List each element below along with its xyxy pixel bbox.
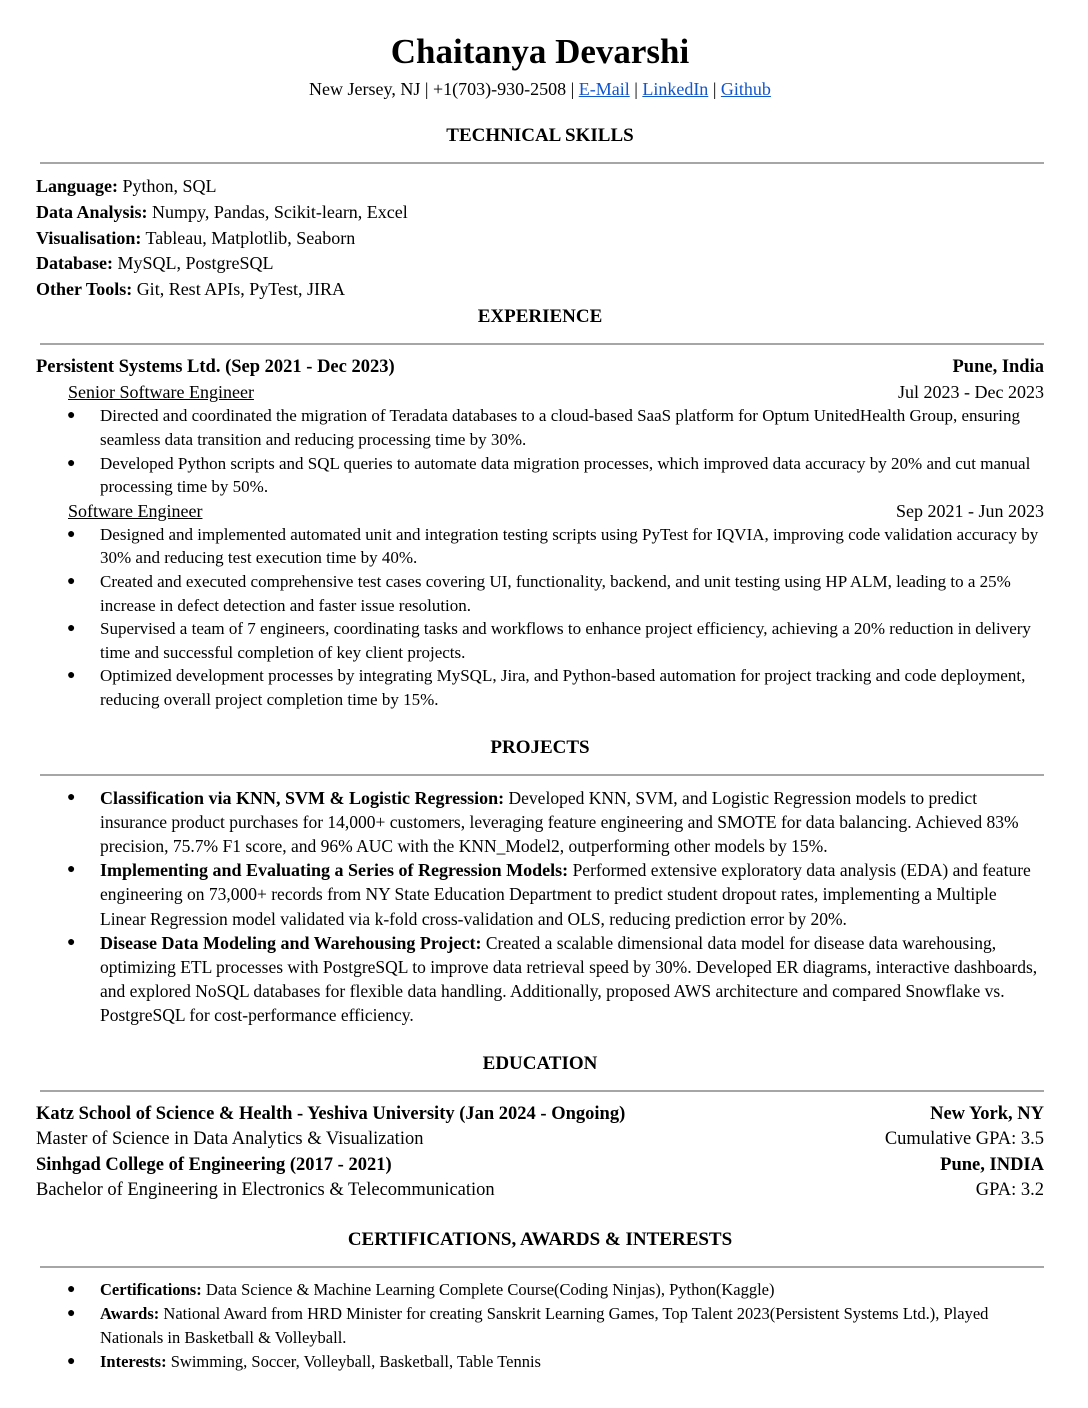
role-bullets xyxy=(36,404,1044,498)
experience-section xyxy=(36,305,1044,712)
certifications-section xyxy=(36,1228,1044,1374)
section-divider xyxy=(40,1090,1044,1092)
bullet-icon: ● xyxy=(67,668,76,684)
section-divider xyxy=(40,343,1044,345)
skills-title: TECHNICAL SKILLS xyxy=(446,125,634,146)
skill-value: Tableau, Matplotlib, Seaborn xyxy=(145,227,356,248)
project-text: Developed KNN, SVM, and Logistic Regression models to predict insurance product purchases for 14,000+ customers, leveraging feature engineering and SMOTE for data balancing. Achieved 83% precision, 75.7% F1 score, and 96% AUC with the KNN_Model2, outperforming other models by 15%. xyxy=(100,787,1019,857)
bullet-icon: ● xyxy=(67,455,76,471)
list-item xyxy=(36,523,1044,570)
bullet-text: Directed and coordinated the migration of Teradata databases to a cloud-based SaaS platform for Optum UnitedHealth Group, ensuring seamless data transition and reducing processing time by 30%. xyxy=(100,406,1020,450)
list-item xyxy=(36,786,1044,859)
email-link[interactable]: E-Mail xyxy=(578,79,630,99)
skill-label: Other Tools: xyxy=(36,279,133,300)
project-name: Implementing and Evaluating a Series of Regression Models: xyxy=(100,860,569,881)
list-item xyxy=(36,404,1044,451)
skill-value: Python, SQL xyxy=(122,176,217,196)
section-divider xyxy=(40,774,1044,776)
project-text: Performed extensive exploratory data analysis (EDA) and feature engineering on 73,000+ records from NY State Education Department to predict student dropout rates, implementing a Multiple Linear Regression model validated via k-fold cross-validation and OLS, reducing prediction error by 20%. xyxy=(100,860,1031,929)
bullet-icon: ● xyxy=(67,526,76,542)
list-item xyxy=(36,617,1044,664)
experience-title: EXPERIENCE xyxy=(477,305,603,327)
project-text: Created a scalable dimensional data model for disease data warehousing, optimizing ETL processes with PostgreSQL to improve data retrieval speed by 30%. Developed ER diagrams, interactive dashboards, and explored NoSQL databases for flexible data handling. Additionally, proposed AWS architecture and compared Snowflake vs. PostgreSQL for cost-performance efficiency. xyxy=(100,932,1038,1026)
projects-section xyxy=(36,736,1044,1028)
bullet-icon: ● xyxy=(67,621,76,637)
skill-value: Git, Rest APIs, PyTest, JIRA xyxy=(136,279,345,300)
bullet-text: Created and executed comprehensive test cases covering UI, functionality, backend, and unit testing using HP ALM, leading to a 25% increase in defect detection and faster issue resolution. xyxy=(100,572,1011,615)
list-item xyxy=(36,858,1044,931)
list-item xyxy=(36,452,1044,499)
role-row xyxy=(36,380,1044,404)
skill-line xyxy=(36,200,1044,226)
school-location: New York, NY xyxy=(930,1103,1044,1124)
list-item xyxy=(36,1278,1044,1302)
bullet-icon: ● xyxy=(67,934,76,950)
skill-value: MySQL, PostgreSQL xyxy=(117,253,274,274)
bullet-icon: ● xyxy=(67,408,76,424)
education-section xyxy=(36,1052,1044,1204)
skill-value: Numpy, Pandas, Scikit-learn, Excel xyxy=(152,201,408,222)
school-row xyxy=(36,1153,1044,1179)
certifications-title: CERTIFICATIONS, AWARDS & INTERESTS xyxy=(347,1228,733,1250)
section-divider xyxy=(40,1266,1044,1268)
skill-line xyxy=(36,174,1044,200)
list-item xyxy=(36,570,1044,617)
list-item xyxy=(36,664,1044,711)
cert-label: Interests: xyxy=(100,1351,167,1371)
linkedin-link[interactable]: LinkedIn xyxy=(642,79,709,99)
project-name: Disease Data Modeling and Warehousing Project: xyxy=(100,932,482,953)
list-item xyxy=(36,1350,1044,1374)
phone-text: +1(703)-930-2508 xyxy=(432,79,567,99)
project-list xyxy=(36,786,1044,1028)
skill-line xyxy=(36,277,1044,303)
gpa-text: Cumulative GPA: 3.5 xyxy=(884,1129,1044,1150)
candidate-name: Chaitanya Devarshi xyxy=(390,32,690,71)
degree-row xyxy=(36,1178,1044,1204)
bullet-icon: ● xyxy=(67,574,76,590)
company-row xyxy=(36,355,1044,381)
role-bullets xyxy=(36,523,1044,712)
school-name: Sinhgad College of Engineering (2017 - 2021) xyxy=(36,1154,392,1175)
bullet-icon: ● xyxy=(67,862,76,878)
skill-label: Data Analysis: xyxy=(36,201,148,222)
project-name: Classification via KNN, SVM & Logistic Regression: xyxy=(100,787,505,808)
bullet-text: Designed and implemented automated unit and integration testing scripts using PyTest for IQVIA, improving code validation accuracy by 30% and reducing test execution time by 40%. xyxy=(100,524,1039,568)
role-dates: Jul 2023 - Dec 2023 xyxy=(898,382,1044,403)
skills-section xyxy=(36,124,1044,303)
bullet-icon: ● xyxy=(67,1353,76,1369)
list-item xyxy=(36,1302,1044,1350)
projects-title: PROJECTS xyxy=(490,736,590,758)
degree-text: Bachelor of Engineering in Electronics & Telecommunication xyxy=(36,1180,495,1201)
cert-text: Swimming, Soccer, Volleyball, Basketball, Table Tennis xyxy=(170,1351,541,1371)
degree-text: Master of Science in Data Analytics & Visualization xyxy=(36,1129,424,1150)
company-location: Pune, India xyxy=(952,356,1044,377)
bullet-text: Supervised a team of 7 engineers, coordinating tasks and workflows to enhance project efficiency, achieving a 20% reduction in delivery time and successful completion of key client projects. xyxy=(100,619,1031,662)
cert-label: Awards: xyxy=(100,1303,160,1323)
skill-label: Database: xyxy=(36,253,113,274)
bullet-text: Optimized development processes by integrating MySQL, Jira, and Python-based automation for project tracking and code deployment, reducing overall project completion time by 15%. xyxy=(100,666,1026,710)
location-text: New Jersey, NJ xyxy=(309,79,421,99)
bullet-icon: ● xyxy=(67,1305,76,1321)
skill-line xyxy=(36,251,1044,277)
role-dates: Sep 2021 - Jun 2023 xyxy=(896,500,1044,521)
bullet-text: Developed Python scripts and SQL queries to automate data migration processes, which improved data accuracy by 20% and cut manual processing time by 50%. xyxy=(100,453,1031,497)
education-title: EDUCATION xyxy=(482,1052,598,1074)
certification-list xyxy=(36,1278,1044,1374)
cert-text: National Award from HRD Minister for creating Sanskrit Learning Games, Top Talent 2023(Persistent Systems Ltd.), Played Nationals in Basketball & Volleyball. xyxy=(100,1303,989,1347)
bullet-icon: ● xyxy=(67,789,76,805)
github-link[interactable]: Github xyxy=(720,79,771,99)
gpa-text: GPA: 3.2 xyxy=(975,1180,1044,1201)
resume-page xyxy=(36,30,1044,1374)
list-item xyxy=(36,931,1044,1028)
cert-label: Certifications: xyxy=(100,1279,202,1299)
degree-row xyxy=(36,1127,1044,1153)
cert-text: Data Science & Machine Learning Complete Course(Coding Ninjas), Python(Kaggle) xyxy=(205,1279,775,1299)
skill-label: Visualisation: xyxy=(36,227,142,248)
role-title: Software Engineer xyxy=(68,500,203,521)
school-location: Pune, INDIA xyxy=(940,1154,1044,1175)
role-row xyxy=(36,499,1044,523)
role-title: Senior Software Engineer xyxy=(68,382,254,403)
company-name: Persistent Systems Ltd. (Sep 2021 - Dec 2023) xyxy=(36,356,395,377)
bullet-icon: ● xyxy=(67,1281,76,1297)
contact-line: New Jersey, NJ | +1(703)-930-2508 | E-Mail | LinkedIn | Github xyxy=(309,79,771,99)
skill-line xyxy=(36,226,1044,252)
skill-label: Language: xyxy=(36,176,119,196)
school-name: Katz School of Science & Health - Yeshiva University (Jan 2024 - Ongoing) xyxy=(36,1103,626,1124)
section-divider xyxy=(40,162,1044,164)
school-row xyxy=(36,1102,1044,1128)
